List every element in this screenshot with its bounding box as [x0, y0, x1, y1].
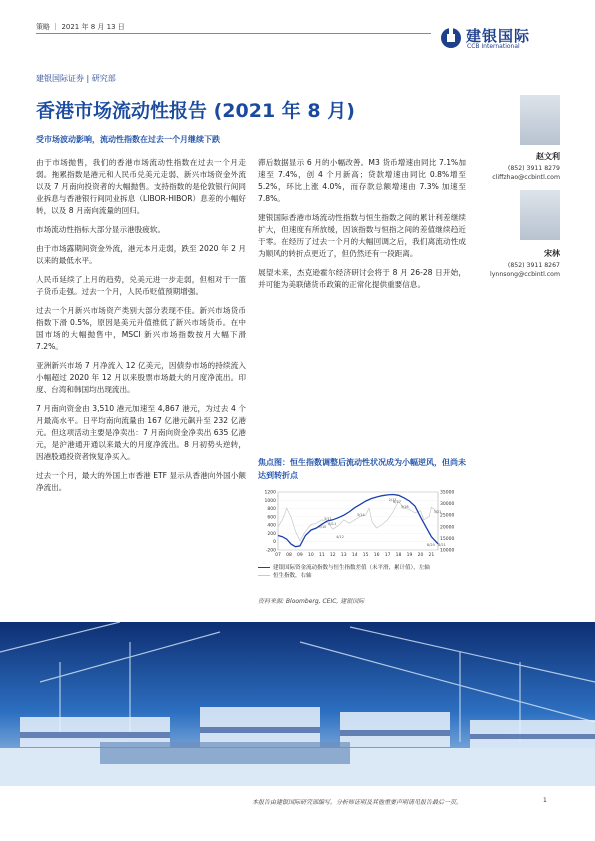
- x-tick-label: 20: [417, 553, 424, 558]
- y-right-tick-label: 35000: [440, 490, 455, 496]
- x-tick-label: 13: [340, 553, 347, 558]
- y-left-tick-label: 0: [273, 540, 276, 546]
- x-tick-label: 11: [318, 553, 325, 558]
- paragraph: 过去一个月，最大的外国上市香港 ETF 显示从香港向外国小额净流出。: [36, 471, 246, 492]
- annotation-label: 8/20: [427, 543, 435, 547]
- y-left-tick-label: 400: [267, 523, 276, 529]
- chart-legend: [258, 563, 430, 579]
- paragraph: 人民币延续了上月的趋势，兑美元进一步走弱，但相对于一篮子货币走强。过去一个月，人民币贬值预期增强。: [36, 275, 246, 296]
- legend-label: 恒生指数，右轴: [273, 573, 312, 579]
- x-tick-label: 08: [286, 553, 292, 558]
- y-left-tick-label: 1000: [264, 498, 276, 504]
- analyst-name: 宋林: [544, 249, 560, 258]
- container-port-photo: [0, 622, 595, 786]
- paragraph: 由于市场露期间资金外流，港元本月走弱，跌至 2020 年 2 月以来的最低水平。: [36, 244, 246, 265]
- analyst-card: [478, 152, 560, 182]
- y-left-tick-label: 600: [267, 515, 276, 521]
- y-left-tick-label: 800: [267, 507, 276, 513]
- chart-title: 焦点图：恒生指数调整后流动性状况成为小幅逆风，但尚未达到转折点: [258, 458, 466, 480]
- report-title: 香港市场流动性报告 (2021 年 8 月): [36, 100, 355, 122]
- logo-cn-text: 建银国际: [466, 27, 531, 45]
- header-divider: [36, 33, 431, 34]
- analyst-photo: [520, 95, 560, 145]
- right-column: [258, 157, 466, 298]
- annotation-label: 4/12: [336, 535, 344, 539]
- legend-swatch: [258, 575, 270, 576]
- x-tick-label: 15: [362, 553, 369, 558]
- annotation-label: 3/11: [324, 517, 332, 521]
- series-line: [278, 495, 438, 547]
- paragraph: 市场流动性指标大部分显示港股疲软。: [36, 225, 166, 234]
- analyst-email[interactable]: cliffzhao@ccbintl.com: [492, 174, 560, 181]
- legend-swatch: [258, 567, 270, 568]
- y-right-tick-label: 20000: [440, 525, 455, 531]
- paragraph: 展望未来，杰克逊霍尔经济研讨会将于 8 月 26-28 日开始，并可能为美联储货币政策的正常化提供重要信息。: [258, 268, 466, 289]
- ccbi-logo: [440, 25, 560, 55]
- x-tick-label: 10: [308, 553, 314, 558]
- y-right-tick-label: 15000: [440, 536, 455, 542]
- annotation-label: 3/18: [400, 505, 409, 509]
- x-tick-label: 12: [329, 553, 336, 558]
- x-tick-label: 18: [395, 553, 402, 558]
- paragraph: 亚洲新兴市场 7 月净流入 12 亿美元，因债券市场的持续流入小幅超过 2020 年 12 月以来股票市场最大的月度净流出。印度、台湾和韩国均出现流出。: [36, 361, 246, 394]
- y-left-tick-label: 1200: [264, 490, 276, 496]
- logo-en-text: CCB International: [467, 43, 520, 50]
- paragraph: 由于市场抛售，我们的香港市场流动性指数在过去一个月走弱。拖累指数是港元和人民币兑美元走弱、新兴市场资金外流以及 7 月南向投资者的大幅抛售。支持指数的是伦敦银行间同业拆息与香港银行间同业拆息（LIBOR-HIBOR）息差的小幅好转，以及 8 月南向流量的回归。: [36, 158, 246, 215]
- annotation-label: 3/21: [433, 510, 442, 514]
- y-left-tick-label: -200: [265, 548, 276, 554]
- ccbi-logo-icon: [440, 27, 462, 49]
- department-label: 建银国际证券 | 研究部: [36, 74, 116, 83]
- paragraph: 建银国际香港市场流动性指数与恒生指数之间的累计利差继续扩大，但速度有所放缓，因该指数与恒指之间的差值继续趋近于零。在经历了过去一个月的大幅回调之后，我们离流动性成为顺风的转折点更近了，但仍然还有一段距离。: [258, 213, 466, 258]
- analyst-phone: (852) 3911 8279: [507, 165, 560, 172]
- header-date: 策略 ｜ 2021 年 8 月 13 日: [36, 23, 125, 31]
- liquidity-chart: [258, 488, 468, 563]
- y-right-tick-label: 30000: [440, 502, 455, 508]
- annotation-label: 6/17: [393, 500, 401, 504]
- footer-disclaimer: 本报告由建银国际研究部编写。分析师证明及其他重要声明请见报告最后一页。: [252, 799, 463, 806]
- y-right-tick-label: 25000: [440, 513, 455, 519]
- y-right-tick-label: 10000: [440, 548, 455, 554]
- paragraph: 过去一个月新兴市场资产类别大部分表现不佳。新兴市场货币指数下滑 0.5%，原因是美元升值推低了新兴市场货币。在中国市场的大幅抛售中，MSCI 新兴市场指数按月大幅下滑 7.2%。: [36, 306, 246, 351]
- legend-item: [258, 563, 430, 571]
- analyst-phone: (852) 3911 8267: [507, 262, 560, 269]
- annotation-label: 8/11: [328, 522, 337, 526]
- paragraph: 滞后数据显示 6 月的小幅改善。M3 货币增速由同比 7.1%加速至 7.4%，创 4 个月新高；贷款增速由同比 0.8%增至 5.2%，环比上涨 4.0%，而存款总额增速由 7.3% 加速至 7.8%。: [258, 158, 466, 203]
- annotation-label: 8/21: [438, 543, 446, 547]
- x-tick-label: 16: [373, 553, 380, 558]
- legend-label: 建银国际资金流动指数与恒生指数差值（未平滑，累计值），左轴: [273, 565, 430, 571]
- y-left-tick-label: 200: [267, 531, 276, 537]
- paragraph: 7 月南向资金由 3,510 港元加速至 4,867 港元，为过去 4 个月最高水平。日平均南向流量由 167 亿港元飙升至 232 亿港元。但这项活动主要是净卖出：7 月南向资金净卖出 635 亿港元，是沪港通开通以来最大的月度净流出。8 月初势头逆转，因港股通投资者恢复净买入。: [36, 404, 246, 461]
- chart-source: 资料来源: Bloomberg, CEIC, 建银国际: [258, 598, 365, 605]
- x-tick-label: 07: [275, 553, 281, 558]
- page-number: 1: [543, 797, 547, 804]
- annotation-label: 2/17: [388, 498, 397, 502]
- analyst-name: 赵文利: [536, 152, 560, 161]
- x-tick-label: 21: [428, 553, 435, 558]
- series-line: [278, 501, 438, 540]
- analyst-photo: [520, 190, 560, 240]
- x-tick-label: 09: [297, 553, 303, 558]
- annotation-label: 9/10: [318, 525, 327, 529]
- analyst-card: [478, 249, 560, 279]
- x-tick-label: 14: [351, 553, 358, 558]
- x-tick-label: 19: [406, 553, 413, 558]
- left-column: [36, 157, 246, 501]
- x-tick-label: 17: [384, 553, 391, 558]
- legend-item: [258, 571, 430, 579]
- report-subtitle: 受市场波动影响，流动性指数在过去一个月继续下跌: [36, 135, 220, 144]
- analyst-email[interactable]: lynnsong@ccbintl.com: [490, 271, 560, 278]
- annotation-label: 3/14: [356, 513, 365, 517]
